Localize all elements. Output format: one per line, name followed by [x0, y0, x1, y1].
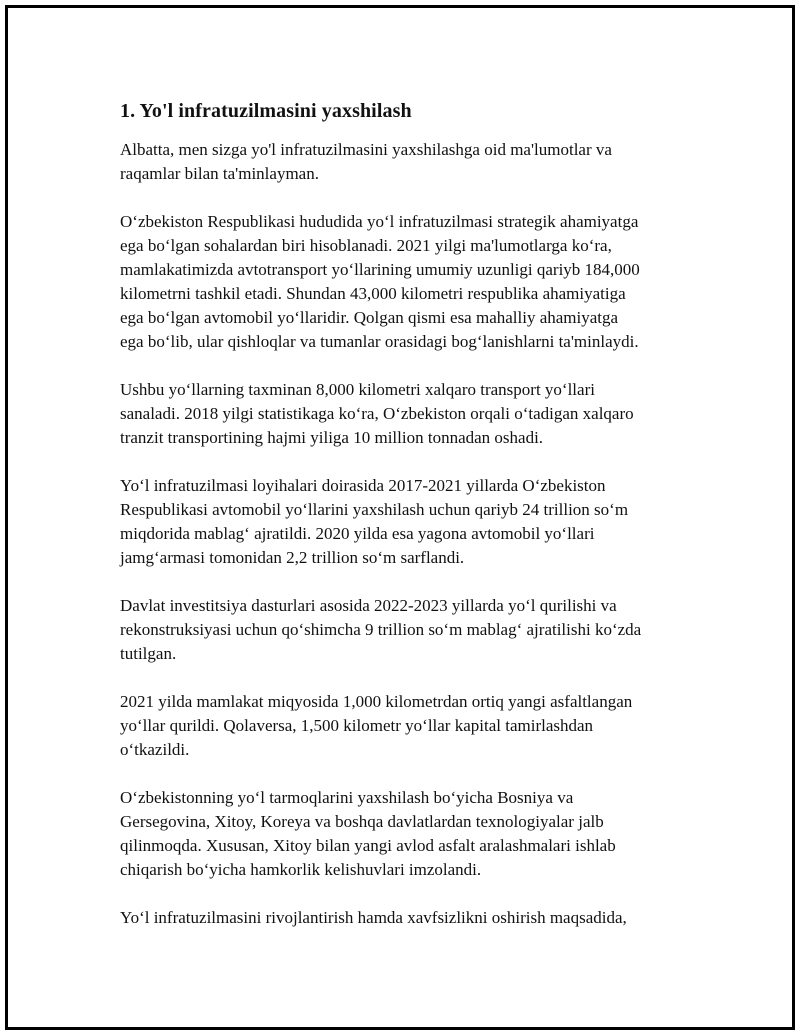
text-line: Davlat investitsiya dasturlari asosida 2022-2023 yillarda yo‘l qurilishi va: [120, 596, 617, 615]
text-line: kilometrni tashkil etadi. Shundan 43,000 kilometri respublika ahamiyatiga: [120, 284, 626, 303]
text-line: chiqarish bo‘yicha hamkorlik kelishuvlari imzolandi.: [120, 860, 482, 879]
text-line: O‘zbekiston Respublikasi hududida yo‘l infratuzilmasi strategik ahamiyatga: [120, 212, 639, 231]
page-frame: [5, 5, 795, 1030]
text-line: ega bo‘lgan sohalardan biri hisoblanadi. 2021 yilgi ma'lumotlarga ko‘ra,: [120, 236, 612, 255]
text-line: yo‘llar qurildi. Qolaversa, 1,500 kilometr yo‘llar kapital tamirlashdan: [120, 716, 594, 735]
text-line: ega bo‘lib, ular qishloqlar va tumanlar orasidagi bog‘lanishlarni ta'minlaydi.: [120, 332, 639, 351]
text-line: Yo‘l infratuzilmasi loyihalari doirasida 2017-2021 yillarda O‘zbekiston: [120, 476, 606, 495]
text-line: 2021 yilda mamlakat miqyosida 1,000 kilometrdan ortiq yangi asfaltlangan: [120, 692, 633, 711]
text-line: jamg‘armasi tomonidan 2,2 trillion so‘m sarflandi.: [120, 548, 465, 567]
paragraph: [120, 786, 700, 882]
text-line: Ushbu yo‘llarning taxminan 8,000 kilometri xalqaro transport yo‘llari: [120, 380, 595, 399]
section-heading: 1. Yo'l infratuzilmasini yaxshilash: [120, 100, 412, 122]
text-line: o‘tkazildi.: [120, 740, 190, 759]
paragraph: [120, 690, 700, 762]
text-line: qilinmoqda. Xususan, Xitoy bilan yangi avlod asfalt aralashmalari ishlab: [120, 836, 616, 855]
text-line: ega bo‘lgan avtomobil yo‘llaridir. Qolgan qismi esa mahalliy ahamiyatga: [120, 308, 619, 327]
text-line: O‘zbekistonning yo‘l tarmoqlarini yaxshilash bo‘yicha Bosniya va: [120, 788, 574, 807]
text-line: Yo‘l infratuzilmasini rivojlantirish hamda xavfsizlikni oshirish maqsadida,: [120, 908, 627, 927]
paragraph: [120, 474, 700, 570]
paragraph: [120, 378, 700, 450]
paragraph: [120, 594, 700, 666]
text-line: Respublikasi avtomobil yo‘llarini yaxshilash uchun qariyb 24 trillion so‘m: [120, 500, 629, 519]
text-line: sanaladi. 2018 yilgi statistikaga ko‘ra, O‘zbekiston orqali o‘tadigan xalqaro: [120, 404, 634, 423]
paragraph: [120, 138, 700, 186]
text-line: raqamlar bilan ta'minlayman.: [120, 164, 319, 183]
text-line: mamlakatimizda avtotransport yo‘llarining umumiy uzunligi qariyb 184,000: [120, 260, 640, 279]
paragraph: [120, 906, 700, 930]
text-line: tutilgan.: [120, 644, 177, 663]
text-line: miqdorida mablag‘ ajratildi. 2020 yilda esa yagona avtomobil yo‘llari: [120, 524, 595, 543]
text-line: tranzit transportining hajmi yiliga 10 million tonnadan oshadi.: [120, 428, 544, 447]
document-body: [120, 98, 700, 954]
text-line: Albatta, men sizga yo'l infratuzilmasini yaxshilashga oid ma'lumotlar va: [120, 140, 612, 159]
paragraph: [120, 210, 700, 354]
text-line: rekonstruksiyasi uchun qo‘shimcha 9 trillion so‘m mablag‘ ajratilishi ko‘zda: [120, 620, 642, 639]
text-line: Gersegovina, Xitoy, Koreya va boshqa davlatlardan texnologiyalar jalb: [120, 812, 604, 831]
